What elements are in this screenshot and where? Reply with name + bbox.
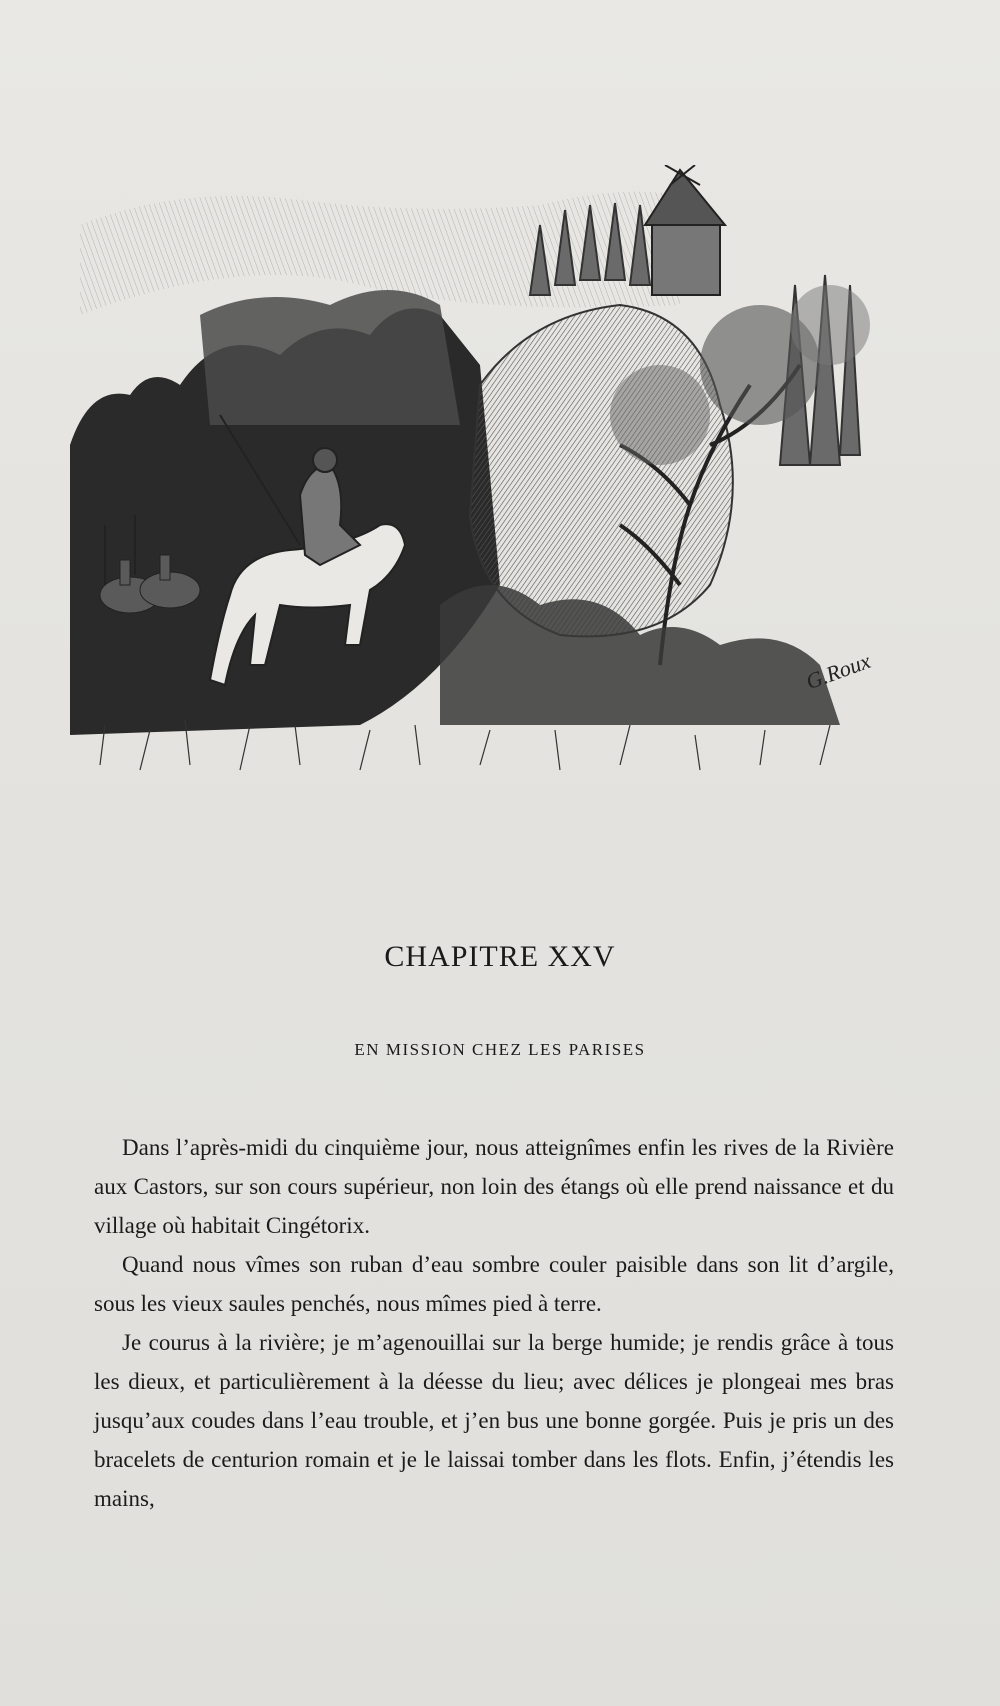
artist-signature: G.Roux [802,647,874,695]
engraving-horseman-scene [60,165,940,805]
paragraph: Dans l’après-midi du cinquième jour, nous atteignîmes enfin les rives de la Rivière aux Castors, sur son cours supérieur, non loin des étangs où elle prend naissance et du village où habitait Cingétorix. [94,1135,894,1238]
chapter-subtitle: EN MISSION CHEZ LES PARISES [354,1040,646,1059]
chapter-body [94,1128,894,1518]
paragraph: Je courus à la rivière; je m’agenouillai sur la berge humide; je rendis grâce à tous les dieux, et particulièrement à la déesse du lieu; avec délices je plongeai mes bras jusqu’aux coudes dans l’eau trouble, et j’en bus une bonne gorgée. Puis je pris un des bracelets de centurion romain et je le laissai tomber dans les flots. Enfin, j’étendis les mains, [94,1330,894,1511]
paragraph: Quand nous vîmes son ruban d’eau sombre couler paisible dans son lit d’argile, sous les vieux saules penchés, nous mîmes pied à terre. [94,1252,894,1316]
hut [645,165,725,295]
chapter-title: CHAPITRE XXV [384,940,616,973]
chapter-illustration [60,165,940,805]
